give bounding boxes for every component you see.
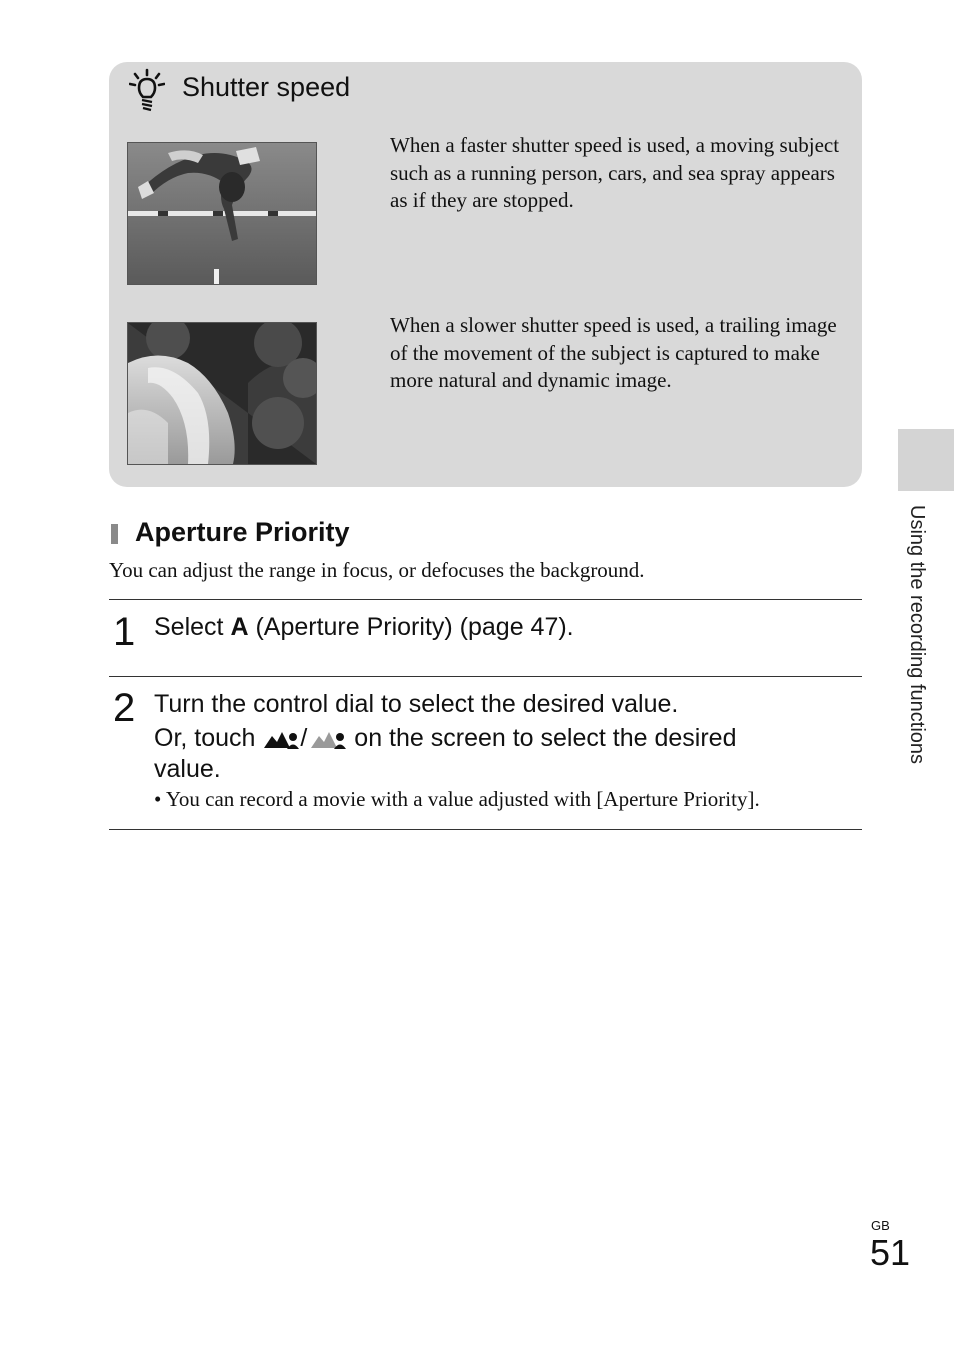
tip-title: Shutter speed xyxy=(182,72,351,102)
step-1-post: (Aperture Priority) (page 47). xyxy=(248,613,574,641)
divider xyxy=(109,599,862,600)
step-2-line-2-pre: Or, touch xyxy=(154,724,263,752)
region-code: GB xyxy=(871,1218,890,1233)
section-marker xyxy=(111,524,118,544)
step-2-line-2-post: on the screen to select the desired xyxy=(347,724,737,752)
divider xyxy=(109,676,862,677)
hint-lightbulb-icon xyxy=(129,68,165,112)
step-1-text xyxy=(154,611,854,643)
divider xyxy=(109,829,862,830)
step-2-line-3: value. xyxy=(154,755,221,783)
slow-shutter-description: When a slower shutter speed is used, a trailing image of the movement of the subject is captured to make more natural and dynamic image. xyxy=(390,313,837,392)
aperture-mode-letter: A xyxy=(230,613,249,641)
waterfall-photo xyxy=(127,322,317,465)
chapter-tab-label: Using the recording functions xyxy=(906,505,928,765)
step-2-line-1: Turn the control dial to select the desired value. xyxy=(154,690,679,718)
fast-shutter-description: When a faster shutter speed is used, a moving subject such as a running person, cars, and sea spray appears as if they are stopped. xyxy=(390,133,840,212)
icon-separator: / xyxy=(300,724,308,752)
section-heading: Aperture Priority xyxy=(135,517,350,547)
high-jumper-photo xyxy=(127,142,317,285)
step-2-number: 2 xyxy=(113,686,136,730)
shutter-speed-tip-box xyxy=(109,62,862,487)
step-2-note: • You can record a movie with a value adjusted with [Aperture Priority]. xyxy=(154,787,760,811)
chapter-tab-marker xyxy=(898,429,954,491)
step-1-number: 1 xyxy=(113,610,136,654)
section-intro: You can adjust the range in focus, or defocuses the background. xyxy=(109,558,645,582)
page-number: 51 xyxy=(870,1232,911,1273)
step-1-pre: Select xyxy=(154,613,231,641)
